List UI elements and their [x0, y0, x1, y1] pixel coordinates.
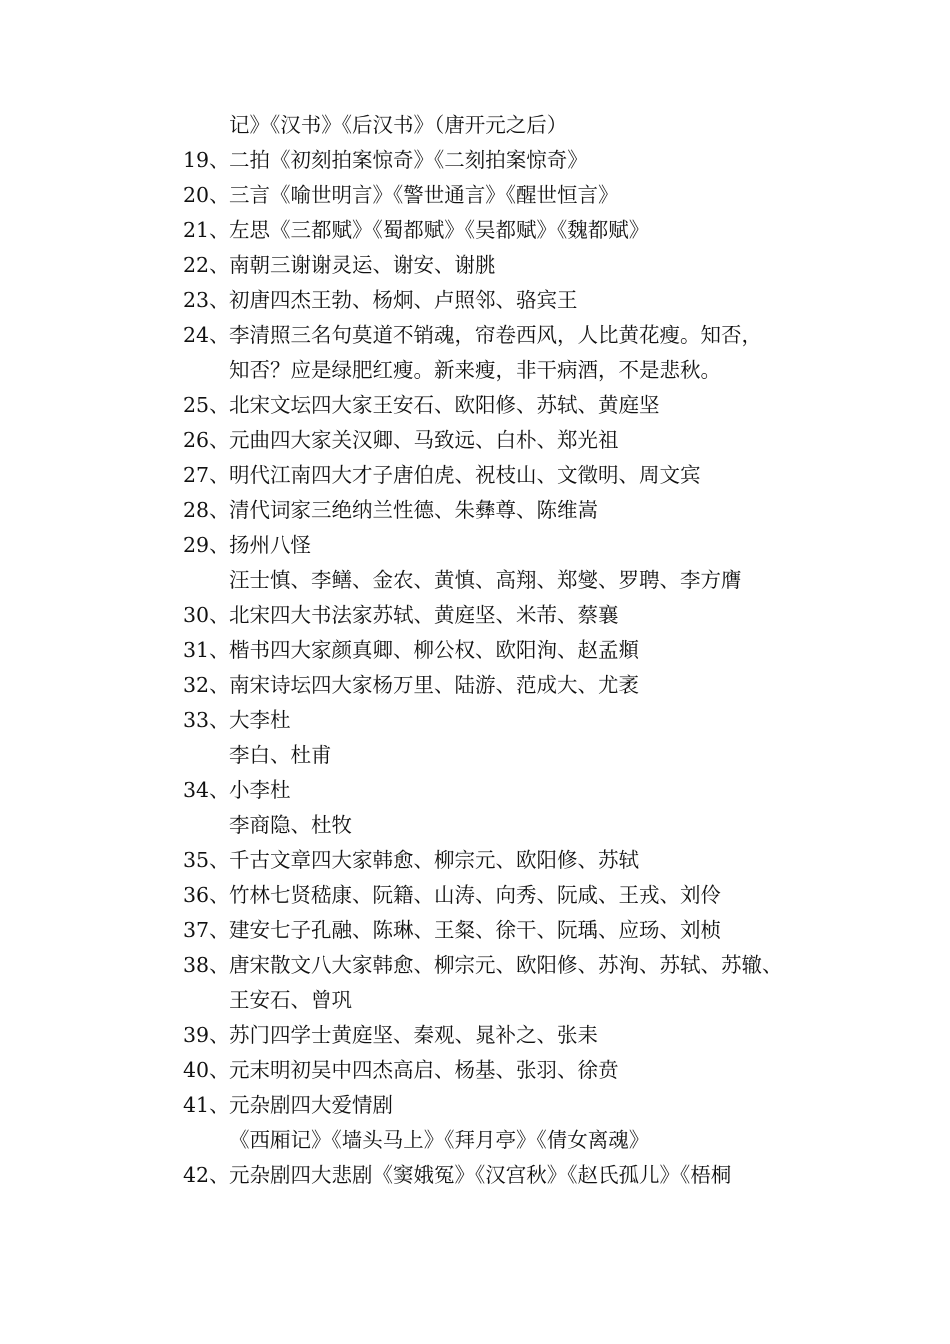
item-text: 扬州八怪	[229, 533, 311, 557]
item-number	[183, 1123, 229, 1158]
text-line	[183, 983, 903, 1018]
item-number: 20、	[183, 183, 230, 207]
item-number	[183, 738, 229, 773]
item-number	[183, 108, 229, 143]
item-number: 40、	[183, 1058, 230, 1082]
item-text: 王安石、曾巩	[229, 988, 352, 1012]
item-number: 35、	[183, 848, 230, 872]
item-number: 36、	[183, 883, 230, 907]
text-line	[183, 703, 903, 738]
item-number: 34、	[183, 778, 230, 802]
item-number: 24、	[183, 323, 230, 347]
item-text: 知否？应是绿肥红瘦。新来瘦，非干病酒，不是悲秋。	[229, 358, 721, 382]
item-text: 建安七子孔融、陈琳、王粲、徐干、阮瑀、应玚、刘桢	[229, 918, 721, 942]
item-number	[183, 983, 229, 1018]
text-line	[183, 808, 903, 843]
text-line	[183, 388, 903, 423]
text-line	[183, 108, 903, 143]
item-number: 42、	[183, 1163, 230, 1187]
item-text: 楷书四大家颜真卿、柳公权、欧阳洵、赵孟頫	[229, 638, 639, 662]
item-number	[183, 563, 229, 598]
text-line	[183, 213, 903, 248]
item-number: 38、	[183, 953, 230, 977]
item-text: 李白、杜甫	[229, 743, 332, 767]
item-text: 初唐四杰王勃、杨炯、卢照邻、骆宾王	[229, 288, 578, 312]
item-text: 千古文章四大家韩愈、柳宗元、欧阳修、苏轼	[229, 848, 639, 872]
item-number: 19、	[183, 148, 230, 172]
item-text: 元末明初吴中四杰高启、杨基、张羽、徐贲	[229, 1058, 619, 1082]
item-text: 竹林七贤嵇康、阮籍、山涛、向秀、阮咸、王戎、刘伶	[229, 883, 721, 907]
text-line	[183, 1018, 903, 1053]
item-text: 元曲四大家关汉卿、马致远、白朴、郑光祖	[229, 428, 619, 452]
item-text: 明代江南四大才子唐伯虎、祝枝山、文徵明、周文宾	[229, 463, 701, 487]
item-text: 左思《三都赋》《蜀都赋》《吴都赋》《魏都赋》	[229, 218, 650, 242]
text-line	[183, 493, 903, 528]
text-line	[183, 283, 903, 318]
text-line	[183, 1123, 903, 1158]
item-text: 李商隐、杜牧	[229, 813, 352, 837]
item-text: 唐宋散文八大家韩愈、柳宗元、欧阳修、苏洵、苏轼、苏辙、	[229, 953, 783, 977]
item-number: 30、	[183, 603, 230, 627]
item-text: 汪士慎、李鳝、金农、黄慎、高翔、郑燮、罗聘、李方膺	[229, 568, 742, 592]
text-line	[183, 1088, 903, 1123]
text-line	[183, 633, 903, 668]
item-number: 21、	[183, 218, 230, 242]
item-number: 29、	[183, 533, 230, 557]
text-line	[183, 318, 903, 353]
item-number: 37、	[183, 918, 230, 942]
item-text: 苏门四学士黄庭坚、秦观、晁补之、张耒	[229, 1023, 598, 1047]
item-text: 三言《喻世明言》《警世通言》《醒世恒言》	[229, 183, 619, 207]
text-line	[183, 423, 903, 458]
item-text: 二拍《初刻拍案惊奇》《二刻拍案惊奇》	[229, 148, 588, 172]
item-text: 元杂剧四大爱情剧	[229, 1093, 393, 1117]
text-line	[183, 1158, 903, 1193]
item-number: 25、	[183, 393, 230, 417]
item-text: 元杂剧四大悲剧《窦娥冤》《汉宫秋》《赵氏孤儿》《梧桐	[229, 1163, 732, 1187]
text-line	[183, 1053, 903, 1088]
text-line	[183, 913, 903, 948]
item-text: 李清照三名句莫道不销魂，帘卷西风，人比黄花瘦。知否，	[229, 323, 762, 347]
item-text: 《西厢记》《墙头马上》《拜月亭》《倩女离魂》	[229, 1128, 650, 1152]
text-lines	[183, 108, 903, 1193]
text-line	[183, 563, 903, 598]
text-line	[183, 878, 903, 913]
item-number: 26、	[183, 428, 230, 452]
item-text: 记》《汉书》《后汉书》（唐开元之后）	[229, 113, 568, 137]
text-line	[183, 738, 903, 773]
item-number	[183, 353, 229, 388]
item-number	[183, 808, 229, 843]
text-line	[183, 948, 903, 983]
text-line	[183, 843, 903, 878]
text-line	[183, 143, 903, 178]
text-line	[183, 668, 903, 703]
item-number: 28、	[183, 498, 230, 522]
text-line	[183, 458, 903, 493]
item-number: 27、	[183, 463, 230, 487]
item-number: 32、	[183, 673, 230, 697]
item-text: 北宋文坛四大家王安石、欧阳修、苏轼、黄庭坚	[229, 393, 660, 417]
item-text: 南宋诗坛四大家杨万里、陆游、范成大、尤袤	[229, 673, 639, 697]
item-text: 小李杜	[229, 778, 291, 802]
item-number: 22、	[183, 253, 230, 277]
item-text: 大李杜	[229, 708, 291, 732]
item-text: 清代词家三绝纳兰性德、朱彝尊、陈维嵩	[229, 498, 598, 522]
item-number: 39、	[183, 1023, 230, 1047]
text-line	[183, 773, 903, 808]
text-line	[183, 178, 903, 213]
item-number: 31、	[183, 638, 230, 662]
item-number: 23、	[183, 288, 230, 312]
item-text: 北宋四大书法家苏轼、黄庭坚、米芾、蔡襄	[229, 603, 619, 627]
text-line	[183, 598, 903, 633]
item-number: 41、	[183, 1093, 230, 1117]
text-line	[183, 528, 903, 563]
item-number: 33、	[183, 708, 230, 732]
text-line	[183, 248, 903, 283]
item-text: 南朝三谢谢灵运、谢安、谢朓	[229, 253, 496, 277]
text-line	[183, 353, 903, 388]
